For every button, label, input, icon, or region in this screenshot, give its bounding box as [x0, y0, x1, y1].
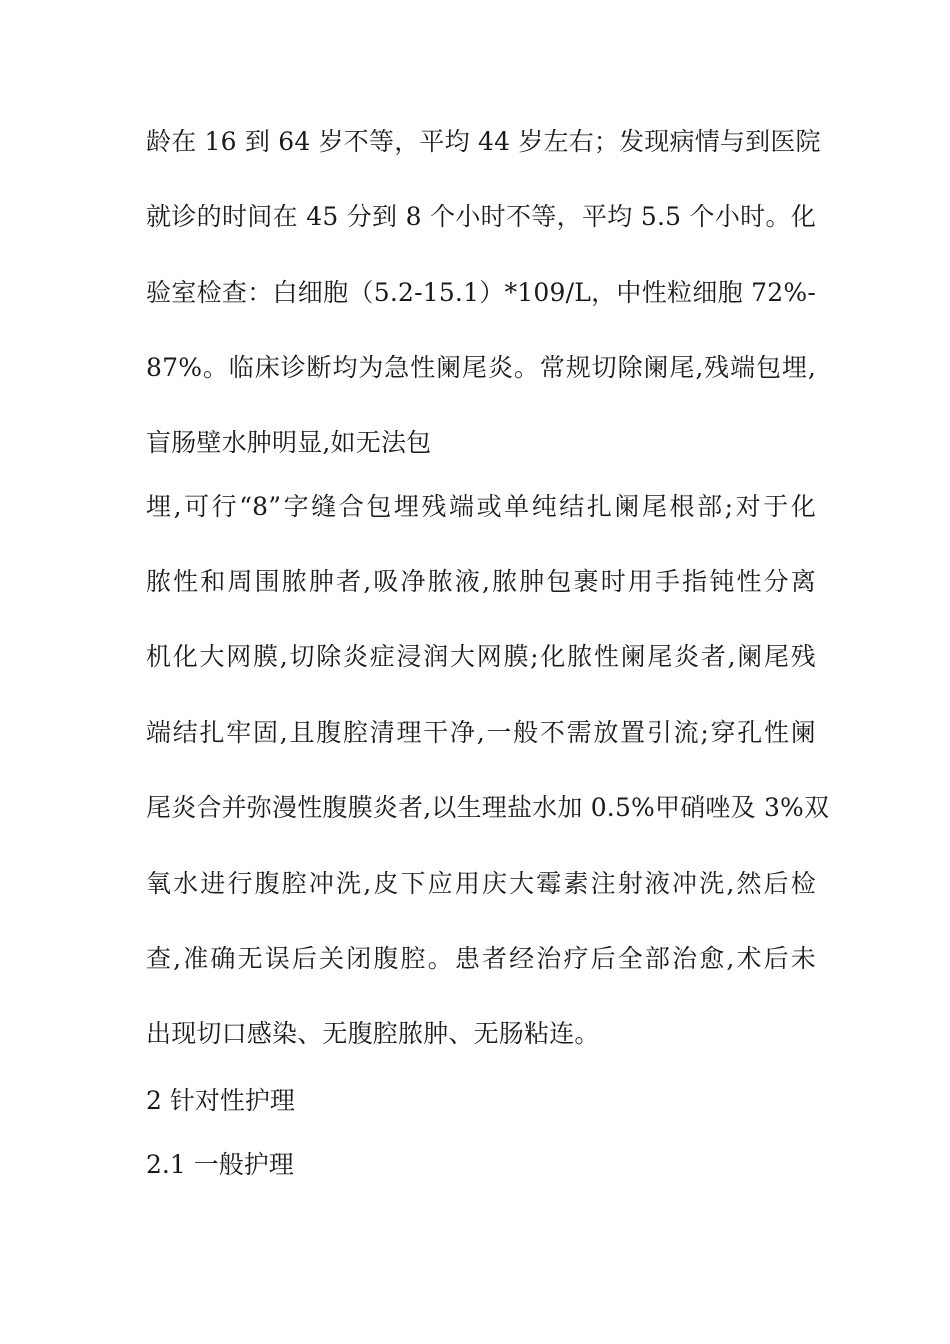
paragraph-line: 机化大网膜,切除炎症浸润大网膜;化脓性阑尾炎者,阑尾残	[146, 642, 816, 671]
paragraph-line: 端结扎牢固,且腹腔清理干净,一般不需放置引流;穿孔性阑	[146, 718, 816, 747]
paragraph-line: 龄在 16 到 64 岁不等，平均 44 岁左右；发现病情与到医院	[146, 127, 821, 156]
paragraph-line: 尾炎合并弥漫性腹膜炎者,以生理盐水加 0.5%甲硝唑及 3%双	[146, 793, 830, 822]
section-heading: 2 针对性护理	[146, 1086, 295, 1115]
paragraph-line: 验室检查：白细胞（5.2-15.1）*109/L，中性粒细胞 72%-	[146, 278, 816, 307]
paragraph-line: 87%。临床诊断均为急性阑尾炎。常规切除阑尾,残端包埋,	[146, 353, 816, 382]
paragraph-line: 盲肠壁水肿明显,如无法包	[146, 428, 432, 457]
paragraph-line: 就诊的时间在 45 分到 8 个小时不等，平均 5.5 个小时。化	[146, 202, 816, 231]
subsection-heading: 2.1 一般护理	[146, 1150, 294, 1179]
paragraph-line: 脓性和周围脓肿者,吸净脓液,脓肿包裹时用手指钝性分离	[146, 567, 816, 596]
paragraph-line: 查,准确无误后关闭腹腔。患者经治疗后全部治愈,术后未	[146, 944, 816, 973]
paragraph-line: 出现切口感染、无腹腔脓肿、无肠粘连。	[146, 1019, 600, 1048]
paragraph-line: 埋,可行“8”字缝合包埋残端或单纯结扎阑尾根部;对于化	[146, 492, 816, 521]
paragraph-line: 氧水进行腹腔冲洗,皮下应用庆大霉素注射液冲洗,然后检	[146, 869, 816, 898]
